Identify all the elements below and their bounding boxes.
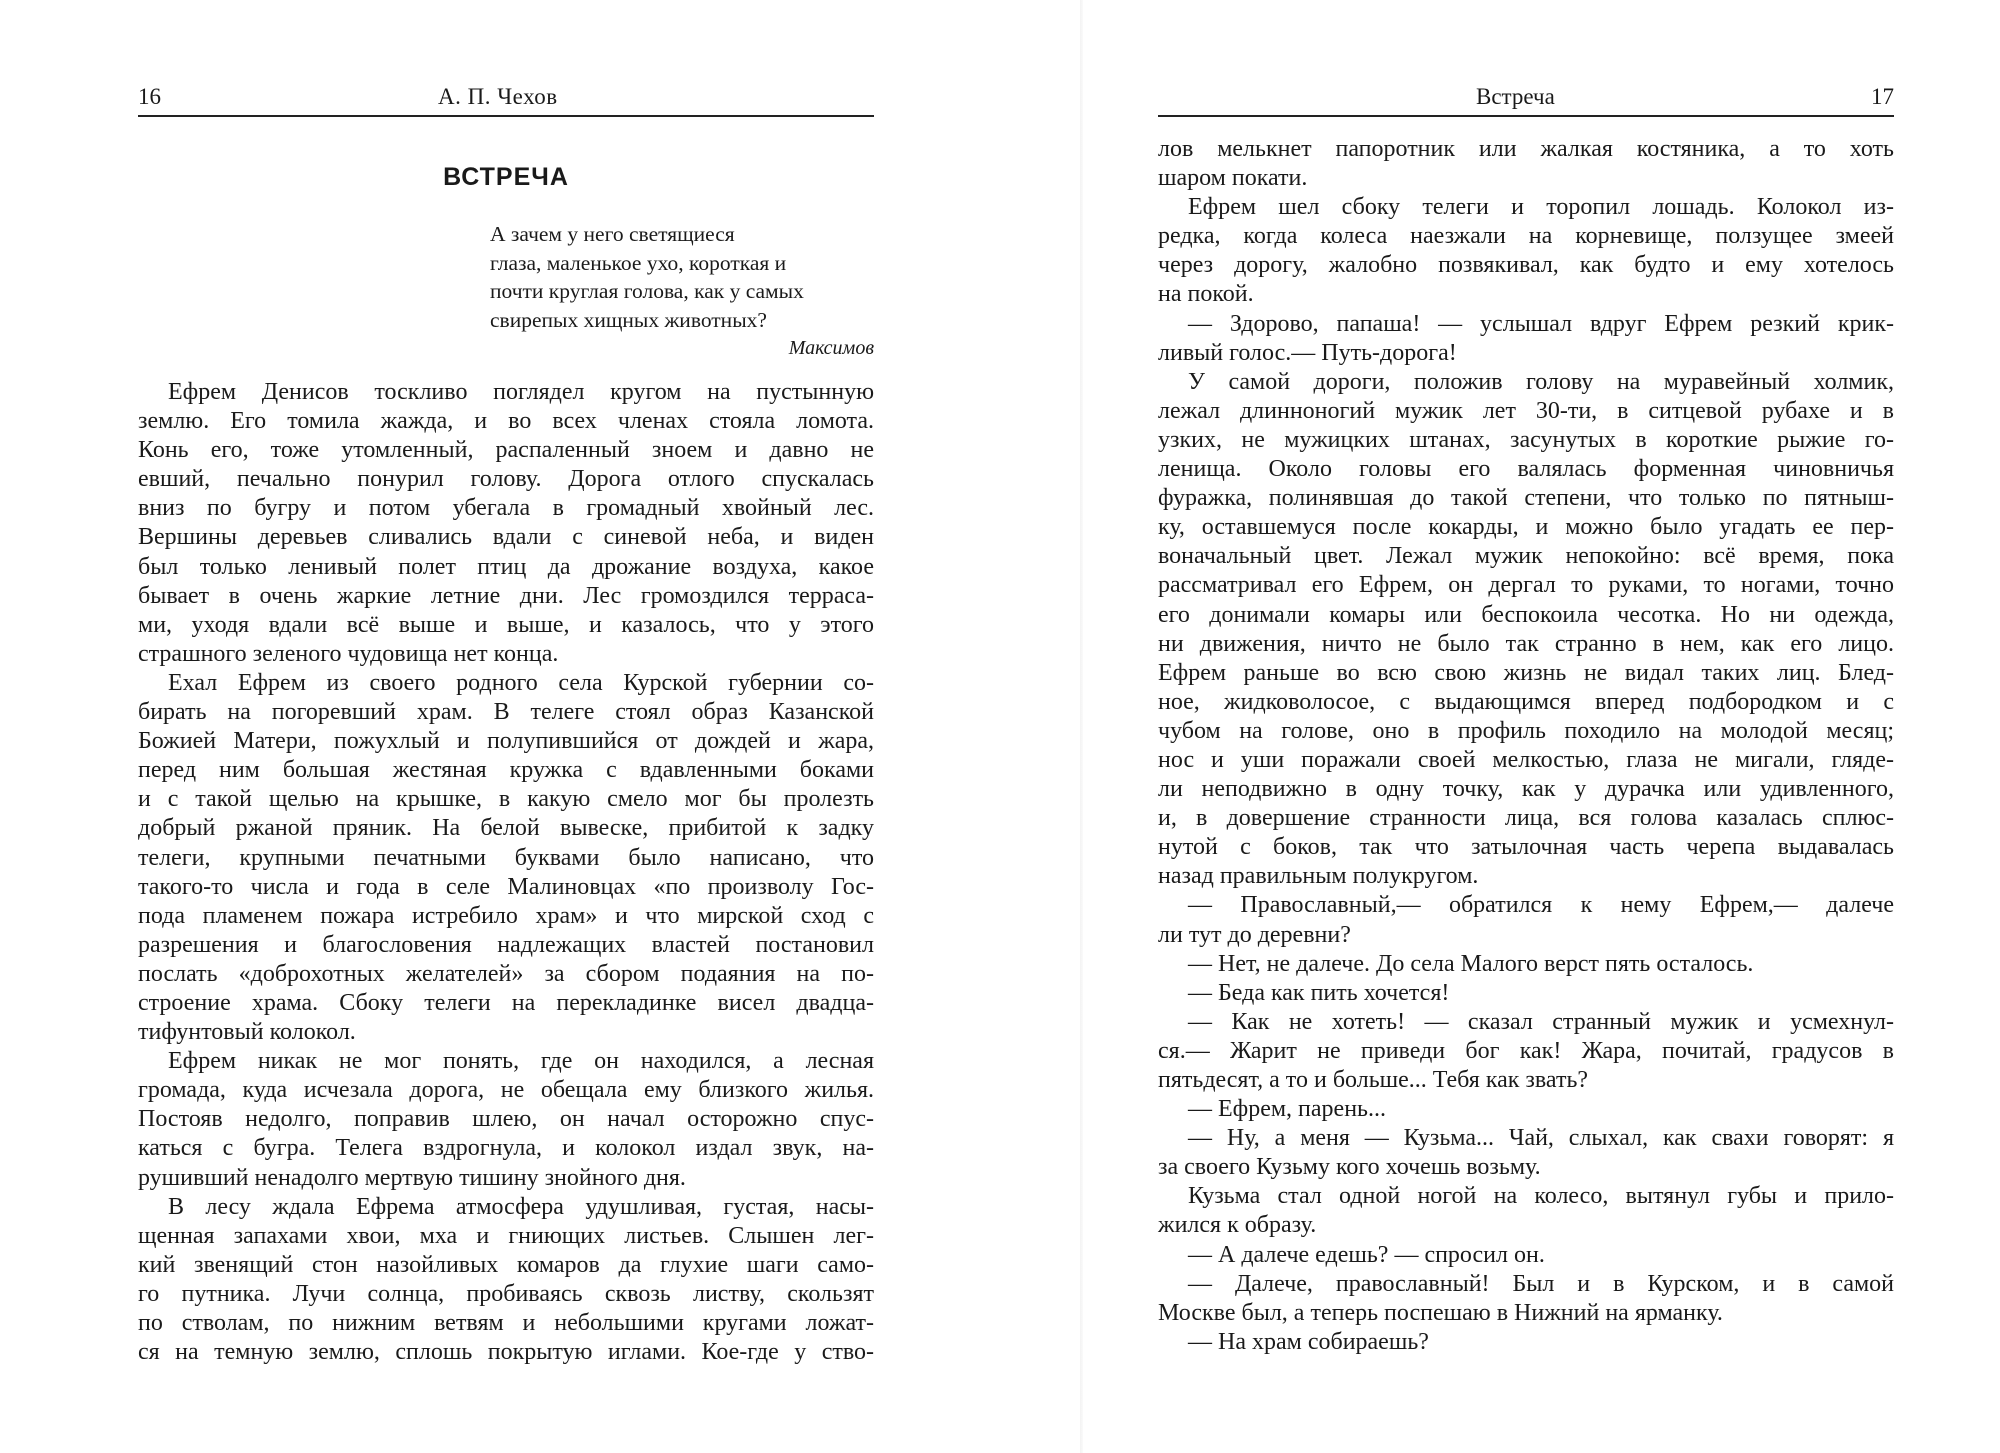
- text-line: ли тут до деревни?: [1158, 921, 1351, 948]
- page-number: 16: [138, 84, 161, 109]
- text-line: Ефрем Денисов тоскливо поглядел кругом на пустынную: [168, 379, 874, 405]
- text-line: и с такой щелью на крышке, в какую смело мог бы пролезть: [138, 786, 874, 813]
- text-line: его донимали комары или беспокоила чесотка. Но ни одежда,: [1158, 601, 1894, 628]
- epigraph-line: А зачем у него светящиеся: [490, 222, 735, 246]
- text-line: телеги, крупными печатными буквами было написано, что: [138, 844, 874, 871]
- text-line: — Нет, не далече. До села Малого верст пять осталось.: [1188, 950, 1754, 977]
- text-line: Кузьма стал одной ногой на колесо, вытянул губы и прило-: [1188, 1183, 1894, 1210]
- text-line: строение храма. Сбоку телеги на перекладинке висел двадца-: [138, 989, 874, 1016]
- text-line: Вершины деревьев сливались вдали с синевой неба, и виден: [138, 524, 874, 551]
- text-line: страшного зеленого чудовища нет конца.: [138, 640, 559, 667]
- text-line: ся.— Жарит не приведи бог как! Жара, почитай, градусов в: [1158, 1037, 1894, 1064]
- epigraph-line: свирепых хищных животных?: [490, 307, 767, 332]
- left-page: [138, 0, 874, 1453]
- text-line: Ефрем шел сбоку телеги и торопил лошадь. Колокол из-: [1188, 194, 1894, 221]
- text-line: назад правильным полукругом.: [1158, 863, 1479, 890]
- right-page: [1158, 0, 1894, 1453]
- left-page-text: [138, 378, 874, 1367]
- text-line: вниз по бугру и потом убегала в громадный хвойный лес.: [138, 495, 874, 522]
- text-line: узких, не мужицких штанах, засунутых в короткие рыжие го-: [1158, 426, 1894, 453]
- text-line: го путника. Лучи солнца, пробиваясь сквозь листву, скользят: [138, 1280, 874, 1307]
- text-line: ку, оставшемуся после кокарды, и можно было угадать ее пер-: [1158, 514, 1894, 541]
- right-page-text: [1158, 135, 1894, 1357]
- text-line: щенная запахами хвои, мха и гниющих листьев. Слышен лег-: [138, 1222, 874, 1249]
- text-line: послать «доброхотных желателей» за сбором подаяния на по-: [138, 960, 874, 987]
- text-line: рушивший ненадолго мертвую тишину знойного дня.: [138, 1164, 686, 1191]
- text-line: — А далече едешь? — спросил он.: [1188, 1241, 1545, 1268]
- header-rule: [138, 115, 874, 117]
- text-line: фуражка, полинявшая до такой степени, что только по пятныш-: [1158, 485, 1894, 512]
- text-line: был только ленивый полет птиц да дрожание воздуха, какое: [138, 553, 874, 580]
- text-line: ни движения, ничто не было так странно в нем, как его лицо.: [1158, 630, 1894, 657]
- text-line: ливый голос.— Путь-дорога!: [1158, 339, 1457, 366]
- text-line: добрый ржаной пряник. На белой вывеске, прибитой к задку: [138, 815, 874, 842]
- text-line: — На храм собираешь?: [1188, 1328, 1429, 1355]
- book-gutter: [1080, 0, 1083, 1453]
- text-line: жился к образу.: [1158, 1212, 1317, 1239]
- text-line: ное, жидковолосое, с выдающимся вперед подбородком и с: [1158, 688, 1894, 715]
- text-line: нутой с боков, так что затылочная часть черепа выдавалась: [1158, 834, 1894, 861]
- text-line: нос и уши поражали своей мелкостью, глаза не мигали, гляде-: [1158, 746, 1894, 773]
- text-line: — Здорово, папаша! — услышал вдруг Ефрем резкий крик-: [1188, 310, 1894, 337]
- text-line: шаром покати.: [1158, 165, 1308, 192]
- text-line: бирать на погоревший храм. В телеге стоял образ Казанской: [138, 699, 874, 726]
- text-line: по стволам, по нижним ветвям и небольшими кругами ложат-: [138, 1310, 874, 1336]
- text-line: Ефрем раньше во всю свою жизнь не видал таких лиц. Блед-: [1158, 659, 1894, 686]
- text-line: каться с бугра. Телега вздрогнула, и колокол издал звук, на-: [138, 1135, 874, 1162]
- text-line: бывает в очень жаркие летние дни. Лес громоздился терраса-: [138, 582, 874, 609]
- text-line: — Как не хотеть! — сказал странный мужик и усмехнул-: [1188, 1008, 1894, 1035]
- text-line: такого-то числа и года в селе Малиновцах «по произволу Гос-: [138, 873, 874, 900]
- running-head: А. П. Чехов: [438, 84, 558, 109]
- text-line: — Православный,— обратился к нему Ефрем,— далече: [1188, 892, 1894, 919]
- epigraph-line: почти круглая голова, как у самых: [490, 279, 804, 303]
- text-line: воначальный цвет. Лежал мужик непокойно: всё время, пока: [1158, 543, 1894, 570]
- text-line: тифунтовый колокол.: [138, 1019, 356, 1046]
- running-head: Встреча: [1476, 84, 1555, 109]
- header-rule: [1158, 115, 1894, 117]
- epigraph: [490, 220, 874, 362]
- text-line: громада, куда исчезала дорога, не обещала ему близкого жилья.: [138, 1077, 874, 1104]
- text-line: пода пламенем пожара истребило храм» и что мирской сход с: [138, 902, 874, 929]
- text-line: ленища. Около головы его валялась форменная чиновничья: [1158, 456, 1894, 483]
- left-page-header: [138, 82, 874, 112]
- page-number: 17: [1871, 84, 1894, 109]
- text-line: евший, печально понурил голову. Дорога отлого спускалась: [138, 466, 874, 493]
- text-line: — Ефрем, парень...: [1188, 1096, 1386, 1123]
- text-line: — Ну, а меня — Кузьма... Чай, слыхал, как свахи говорят: я: [1188, 1125, 1894, 1152]
- text-line: У самой дороги, положив голову на муравейный холмик,: [1188, 368, 1894, 395]
- text-line: Москве был, а теперь поспешаю в Нижний на ярманку.: [1158, 1299, 1723, 1326]
- text-line: через дорогу, жалобно позвякивал, как будто и ему хотелось: [1158, 252, 1894, 279]
- text-line: пятьдесят, а то и больше... Тебя как звать?: [1158, 1067, 1589, 1093]
- text-line: кий звенящий стон назойливых комаров да глухие шаги само-: [138, 1251, 874, 1278]
- text-line: перед ним большая жестяная кружка с вдавленными боками: [138, 757, 874, 784]
- text-line: за своего Кузьму кого хочешь возьму.: [1158, 1154, 1541, 1181]
- epigraph-line: глаза, маленькое ухо, короткая и: [490, 250, 787, 275]
- text-line: рассматривал его Ефрем, он дергал то руками, то ногами, точно: [1158, 572, 1894, 599]
- text-line: ся на темную землю, сплошь покрытую иглами. Кое-где у ство-: [138, 1339, 874, 1366]
- text-line: и, в довершение странности лица, вся голова казалась сплюс-: [1158, 805, 1894, 832]
- story-title: ВСТРЕЧА: [443, 163, 569, 191]
- text-line: Ефрем никак не мог понять, где он находился, а лесная: [168, 1048, 874, 1075]
- text-line: Божией Матери, пожухлый и полупившийся от дождей и жара,: [138, 728, 874, 755]
- text-line: В лесу ждала Ефрема атмосфера удушливая, густая, насы-: [168, 1193, 874, 1220]
- text-line: землю. Его томила жажда, и во всех членах стояла ломота.: [138, 408, 874, 435]
- text-line: редка, когда колеса наезжали на корневище, ползущее змеей: [1158, 223, 1894, 250]
- text-line: — Беда как пить хочется!: [1188, 979, 1450, 1006]
- text-line: ли неподвижно в одну точку, как у дурачка или удивленного,: [1158, 776, 1894, 803]
- text-line: Ехал Ефрем из своего родного села Курской губернии со-: [168, 669, 874, 696]
- text-line: лежал длинноногий мужик лет 30-ти, в ситцевой рубахе и в: [1158, 397, 1894, 424]
- epigraph-author: Максимов: [788, 337, 874, 359]
- text-line: Конь его, тоже утомленный, распаленный зноем и давно не: [138, 437, 874, 464]
- text-line: чубом на голове, оно в профиль походило на молодой месяц;: [1158, 717, 1894, 744]
- right-page-header: [1158, 82, 1894, 112]
- text-line: ми, уходя вдали всё выше и выше, и казалось, что у этого: [138, 611, 874, 638]
- text-line: Постояв недолго, поправив шлею, он начал осторожно спус-: [138, 1106, 874, 1133]
- text-line: — Далече, православный! Был и в Курском, и в самой: [1188, 1270, 1894, 1297]
- text-line: на покой.: [1158, 281, 1254, 308]
- text-line: разрешения и благословения надлежащих властей постановил: [138, 931, 874, 958]
- text-line: лов мелькнет папоротник или жалкая костяника, а то хоть: [1158, 136, 1894, 162]
